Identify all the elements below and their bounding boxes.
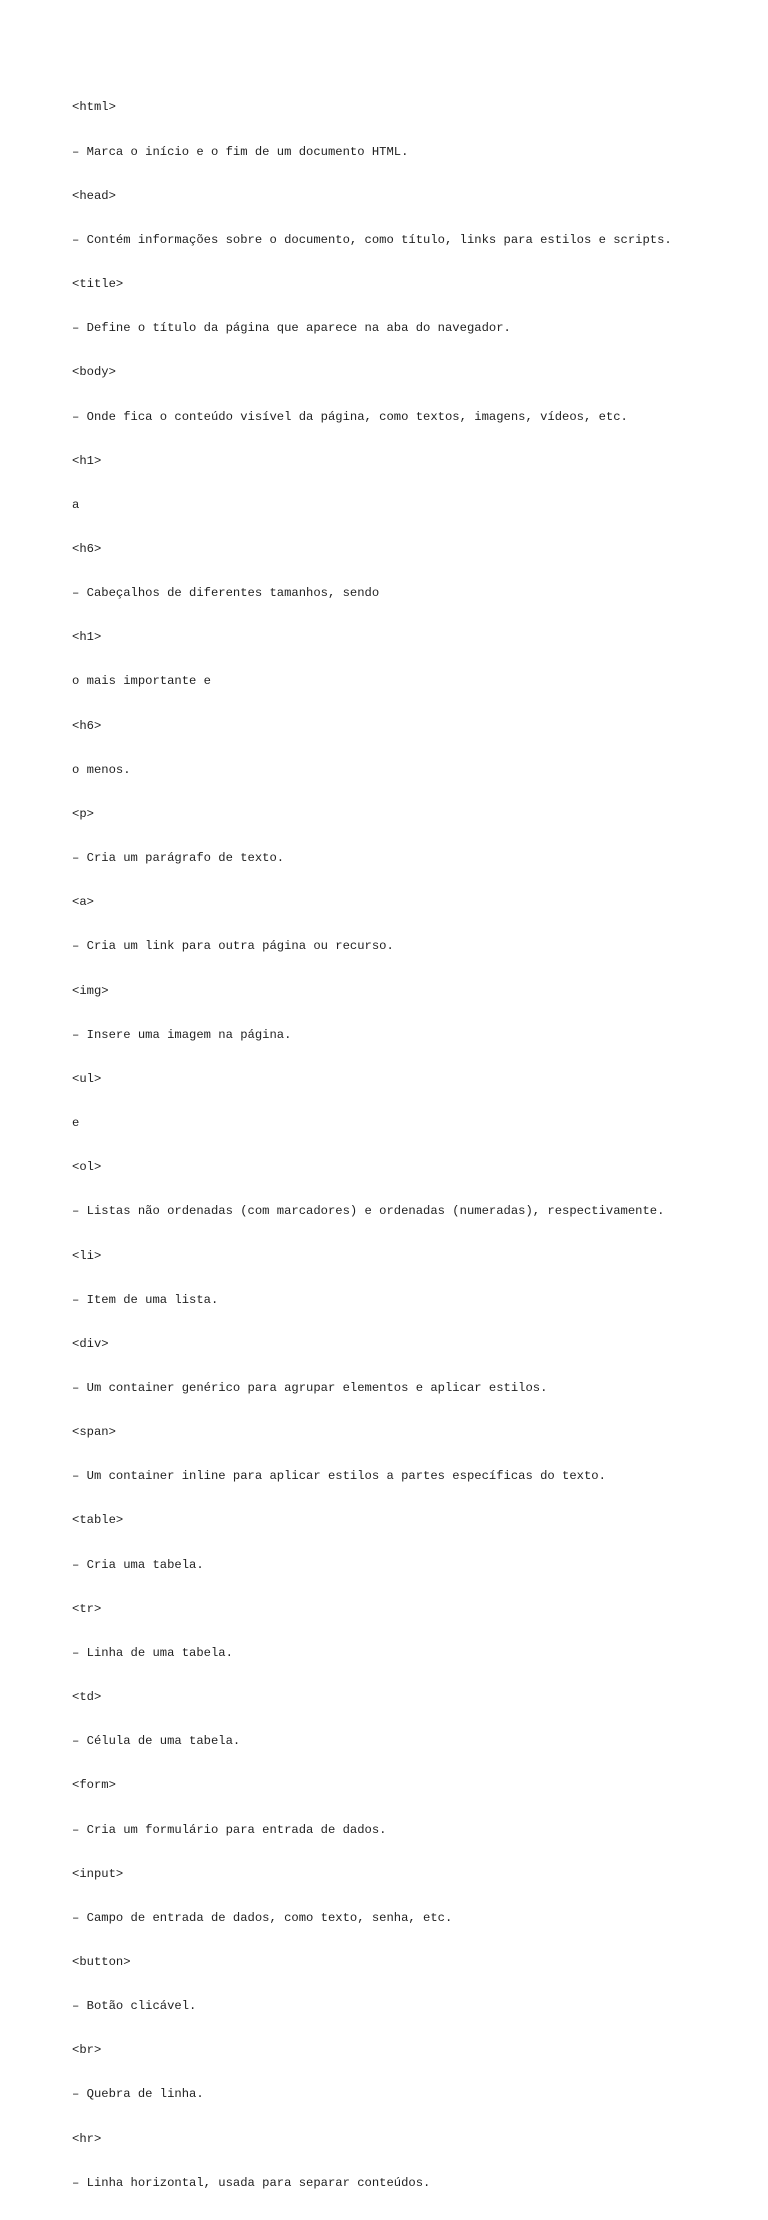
document-line: – Linha horizontal, usada para separar conteúdos.	[72, 2175, 431, 2190]
document-line: <ul>	[72, 1071, 102, 1086]
document-body	[72, 71, 672, 2220]
document-line: <h1>	[72, 630, 102, 645]
document-line: <h1>	[72, 453, 102, 468]
document-line: – Marca o início e o fim de um documento HTML.	[72, 144, 409, 159]
document-line: <tr>	[72, 1601, 102, 1616]
document-line: – Listas não ordenadas (com marcadores) e ordenadas (numeradas), respectivamente.	[72, 1204, 665, 1219]
document-line: <br>	[72, 2043, 102, 2058]
document-line: – Contém informações sobre o documento, como título, links para estilos e scripts.	[72, 232, 672, 247]
document-line: – Um container inline para aplicar estilos a partes específicas do texto.	[72, 1469, 606, 1484]
document-line: <ol>	[72, 1160, 102, 1175]
document-line: <input>	[72, 1866, 124, 1881]
document-line: <h6>	[72, 542, 102, 556]
document-line: – Cria um parágrafo de texto.	[72, 851, 285, 866]
document-line: – Onde fica o conteúdo visível da página, como textos, imagens, vídeos, etc.	[72, 409, 628, 424]
document-line: – Um container genérico para agrupar elementos e aplicar estilos.	[72, 1380, 548, 1395]
document-line: – Linha de uma tabela.	[72, 1645, 233, 1660]
document-line: <span>	[72, 1425, 116, 1440]
document-line: <form>	[72, 1778, 116, 1793]
document-line: <div>	[72, 1336, 109, 1351]
document-line: – Cria um link para outra página ou recurso.	[72, 939, 394, 954]
document-line: <html>	[72, 100, 116, 115]
document-line: <hr>	[72, 2131, 102, 2146]
document-line: <button>	[72, 1955, 131, 1969]
document-line: o menos.	[72, 762, 131, 777]
document-line: – Cabeçalhos de diferentes tamanhos, sendo	[72, 586, 380, 601]
document-line: a	[72, 497, 80, 512]
document-line: <table>	[72, 1513, 124, 1528]
document-line: <head>	[72, 188, 116, 203]
document-line: – Botão clicável.	[72, 1999, 197, 2014]
document-line: <td>	[72, 1690, 102, 1705]
document-line: <img>	[72, 983, 109, 998]
document-line: – Cria uma tabela.	[72, 1557, 204, 1572]
document-line: <p>	[72, 806, 94, 821]
document-line: o mais importante e	[72, 674, 211, 689]
document-line: – Define o título da página que aparece na aba do navegador.	[72, 321, 511, 336]
document-line: e	[72, 1116, 80, 1131]
document-line: – Campo de entrada de dados, como texto, senha, etc.	[72, 1910, 453, 1925]
document-line: <li>	[72, 1248, 102, 1263]
document-line: <body>	[72, 365, 116, 380]
document-line: – Item de uma lista.	[72, 1292, 219, 1307]
document-line: – Quebra de linha.	[72, 2087, 204, 2102]
document-line: <title>	[72, 277, 124, 292]
document-line: – Célula de uma tabela.	[72, 1734, 241, 1749]
document-line: – Cria um formulário para entrada de dados.	[72, 1822, 387, 1837]
document-line: – Insere uma imagem na página.	[72, 1027, 292, 1042]
document-line: <h6>	[72, 718, 102, 733]
document-line: <a>	[72, 895, 94, 910]
